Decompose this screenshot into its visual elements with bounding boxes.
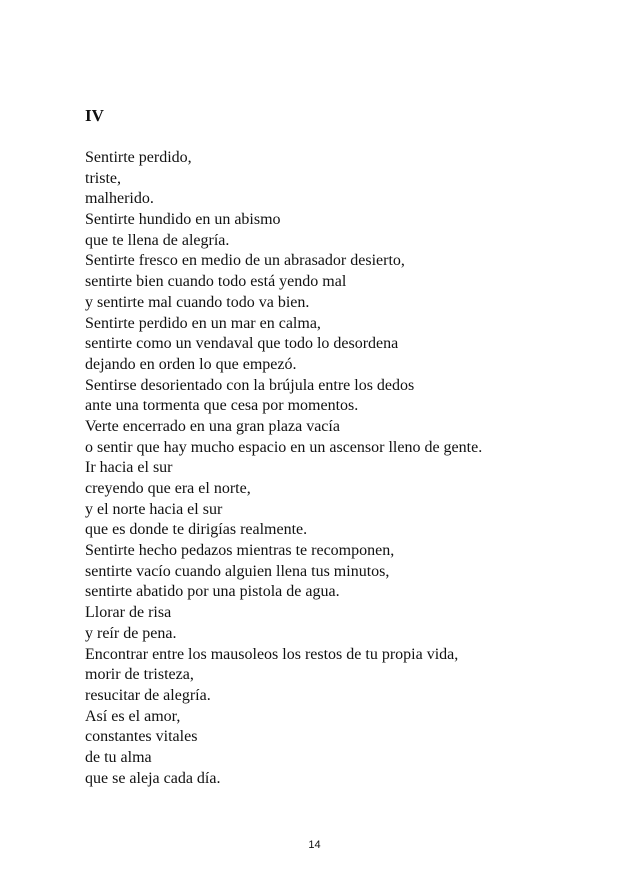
poem-line: Sentirte fresco en medio de un abrasador desierto, [85,252,405,270]
poem-line: Así es el amor, [85,707,181,725]
poem-line: Llorar de risa [85,604,172,622]
poem-line: de tu alma [85,748,152,766]
poem-line: Encontrar entre los mausoleos los restos de tu propia vida, [85,645,459,663]
poem-line: resucitar de alegría. [85,686,211,704]
poem-line: y sentirte mal cuando todo va bien. [85,293,310,311]
page-number: 14 [308,839,321,851]
poem-line: creyendo que era el norte, [85,480,251,497]
poem-line: constantes vitales [85,728,198,746]
poem-line: Sentirse desorientado con la brújula entre los dedos [85,376,415,394]
poem-line: Sentirte hecho pedazos mientras te recomponen, [85,542,395,560]
poem-line: que es donde te dirigías realmente. [85,521,308,539]
poem-line: sentirte como un vendaval que todo lo desordena [85,335,399,353]
poem-line: Verte encerrado en una gran plaza vacía [85,417,340,435]
poem-line: sentirte vacío cuando alguien llena tus minutos, [85,562,390,580]
poem-line: o sentir que hay mucho espacio en un ascensor lleno de gente. [85,438,483,456]
poem-line: Sentirte perdido, [85,149,192,166]
poem-line: triste, [85,169,121,187]
poem-line: Sentirte perdido en un mar en calma, [85,314,321,332]
poem-line: malherido. [85,190,154,208]
poem-line: Sentirte hundido en un abismo [85,211,281,229]
poem-line: que se aleja cada día. [85,769,221,787]
poem-line: y reír de pena. [85,624,177,642]
poem-body [85,148,605,789]
poem-line: que te llena de alegría. [85,231,230,249]
poem-line: Ir hacia el sur [85,459,173,477]
poem-line: sentirte abatido por una pistola de agua. [85,583,340,601]
poem-line: ante una tormenta que cesa por momentos. [85,397,359,415]
poem-line: sentirte bien cuando todo está yendo mal [85,273,347,291]
poem-line: dejando en orden lo que empezó. [85,355,297,373]
poem-line: y el norte hacia el sur [85,500,223,518]
section-heading: IV [85,106,104,125]
poem-line: morir de tristeza, [85,666,194,684]
